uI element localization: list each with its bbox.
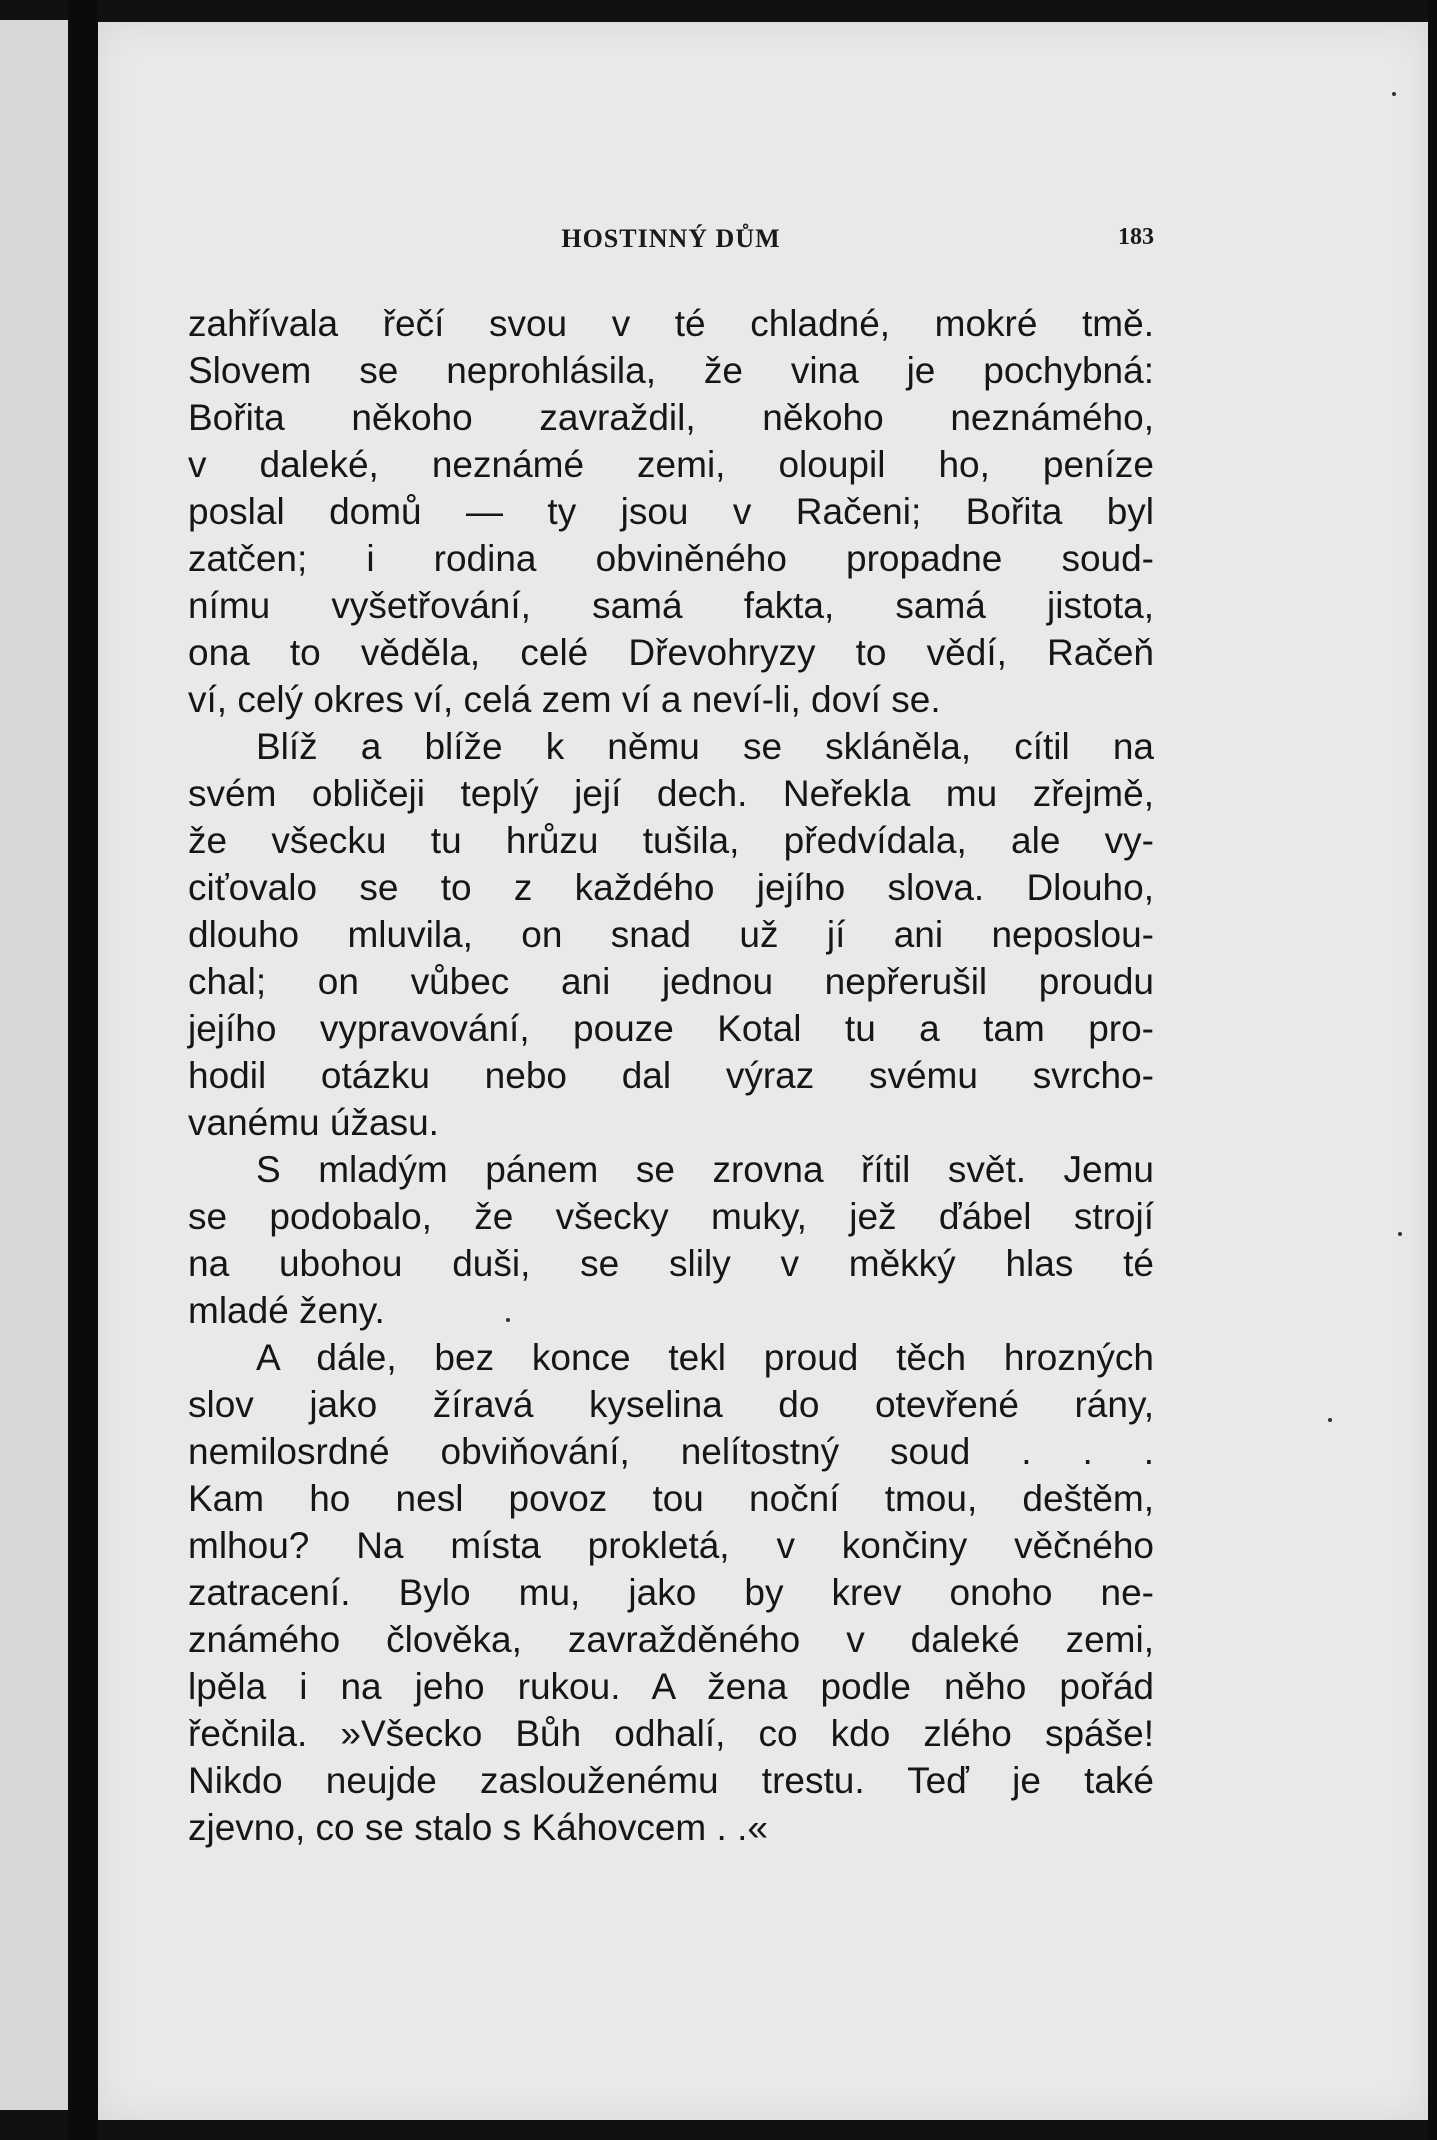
text-line: dlouho mluvila, on snad už jí ani neposlou-	[188, 914, 1154, 955]
text-line: lpěla i na jeho rukou. A žena podle něho pořád	[188, 1666, 1154, 1707]
page-body	[188, 300, 1154, 1851]
text-line: zahřívala řečí svou v té chladné, mokré tmě.	[188, 303, 1154, 344]
text-line: se podobalo, že všecky muky, jež ďábel strojí	[188, 1196, 1154, 1237]
text-line: zatracení. Bylo mu, jako by krev onoho ne-	[188, 1572, 1154, 1613]
text-line: S mladým pánem se zrovna řítil svět. Jemu	[256, 1149, 1154, 1190]
scan-border	[1428, 0, 1437, 2140]
text-line: nímu vyšetřování, samá fakta, samá jistota,	[188, 585, 1154, 626]
text-line: ví, celý okres ví, celá zem ví a neví-li, doví se.	[188, 679, 941, 720]
text-line: že všecku tu hrůzu tušila, předvídala, ale vy-	[188, 820, 1154, 861]
text-line: zatčen; i rodina obviněného propadne soud-	[188, 538, 1154, 579]
text-line: nemilosrdné obviňování, nelítostný soud . . .	[188, 1431, 1154, 1472]
text-line: jejího vypravování, pouze Kotal tu a tam pro-	[188, 1008, 1154, 1049]
text-line: svém obličeji teplý její dech. Neřekla mu zřejmě,	[188, 773, 1154, 814]
page-number: 183	[1118, 224, 1154, 250]
text-line: Slovem se neprohlásila, že vina je pochybná:	[188, 350, 1154, 391]
text-line: Blíž a blíže k němu se skláněla, cítil na	[256, 726, 1154, 767]
text-line: ona to věděla, celé Dřevohryzy to vědí, Račeň	[188, 632, 1154, 673]
text-line: chal; on vůbec ani jednou nepřerušil proudu	[188, 961, 1154, 1002]
text-line: zjevno, co se stalo s Káhovcem . .«	[188, 1807, 768, 1848]
scan-speck	[506, 1318, 510, 1322]
text-line: hodil otázku nebo dal výraz svému svrcho-	[188, 1055, 1154, 1096]
text-line: Nikdo neujde zaslouženému trestu. Teď je také	[188, 1760, 1154, 1801]
text-line: poslal domů — ty jsou v Račeni; Bořita byl	[188, 491, 1154, 532]
scan-speck	[1328, 1418, 1332, 1422]
text-line: řečnila. »Všecko Bůh odhalí, co kdo zlého spáše!	[188, 1713, 1154, 1754]
text-line: vanému úžasu.	[188, 1102, 439, 1143]
text-line: mladé ženy.	[188, 1290, 385, 1331]
text-line: na ubohou duši, se slily v měkký hlas té	[188, 1243, 1154, 1284]
text-line: mlhou? Na místa prokletá, v končiny věčného	[188, 1525, 1154, 1566]
text-line: v daleké, neznámé zemi, oloupil ho, peníze	[188, 444, 1154, 485]
book-gutter	[68, 0, 98, 2140]
page-header	[188, 224, 1154, 254]
text-line: Bořita někoho zavraždil, někoho neznámého,	[188, 397, 1154, 438]
text-line: ciťovalo se to z každého jejího slova. Dlouho,	[188, 867, 1154, 908]
text-line: známého člověka, zavražděného v daleké zemi,	[188, 1619, 1154, 1660]
scan-speck	[1392, 92, 1396, 96]
scan-speck	[1398, 1232, 1402, 1236]
text-line: slov jako žíravá kyselina do otevřené rány,	[188, 1384, 1154, 1425]
previous-page-edge	[0, 20, 68, 2110]
running-title: HOSTINNÝ DŮM	[561, 224, 781, 253]
text-line: Kam ho nesl povoz tou noční tmou, deštěm,	[188, 1478, 1154, 1519]
text-line: A dále, bez konce tekl proud těch hrozných	[256, 1337, 1154, 1378]
